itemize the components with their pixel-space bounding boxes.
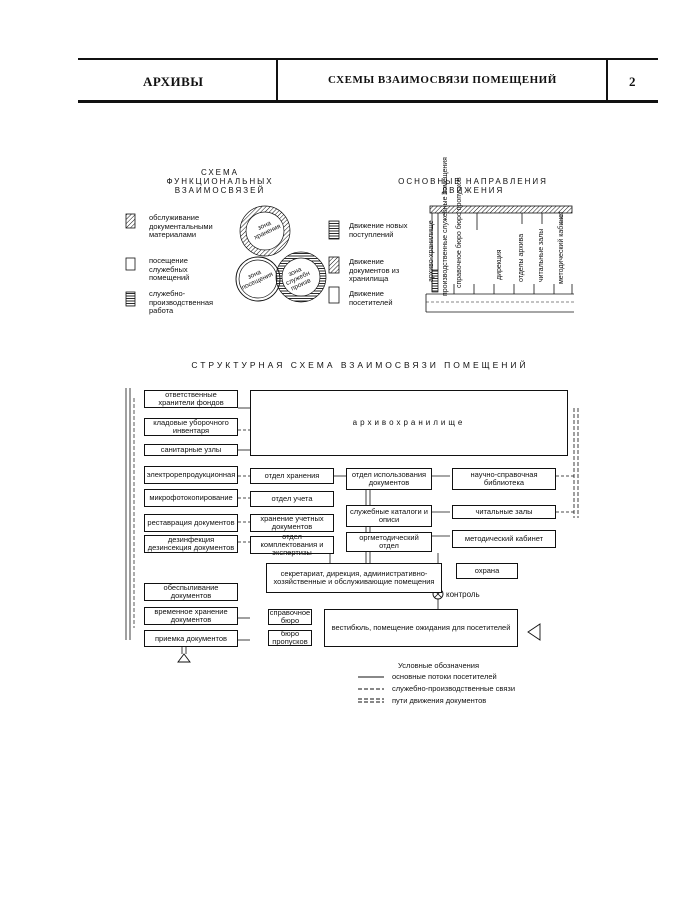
room-box: методический кабинет — [452, 530, 556, 548]
movement-title-line: ДВИЖЕНИЯ — [441, 186, 505, 195]
page-number: 2 — [629, 74, 636, 89]
page-title: СХЕМЫ ВЗАИМОСВЯЗИ ПОМЕЩЕНИЙ — [328, 74, 557, 86]
room-box: микрофотокопирование — [144, 489, 238, 507]
functional-title-line: СХЕМА — [201, 168, 239, 177]
movement-legend-item: Движение новых поступлений — [349, 221, 408, 239]
room-box: научно-справочная библиотека — [452, 468, 556, 490]
room-box: кладовые уборочного инвентаря — [144, 418, 238, 436]
movement-title-line: ОСНОВНЫЕ НАПРАВЛЕНИЯ — [398, 177, 548, 186]
room-box: читальные залы — [452, 505, 556, 519]
movement-legend-item: Движение документов из хранилища — [349, 257, 400, 283]
zone-visitor-label: зона посещения — [240, 268, 275, 292]
header-divider — [606, 60, 608, 100]
movement-column-label: отделы архива — [518, 233, 525, 282]
movement-scheme-title — [378, 177, 568, 195]
room-box: временное хранение документов — [144, 607, 238, 625]
zone-storage-label: зона хранения — [253, 219, 282, 242]
functional-legend-item: посещение служебных помещений — [149, 256, 190, 282]
vestibule-box: вестибюль, помещение ожидания для посетителей — [324, 609, 518, 647]
archive-storage-box: архивохранилище — [250, 390, 568, 456]
functional-legend-item: обслуживание документальными материалами — [149, 213, 213, 239]
functional-title-line: ФУНКЦИОНАЛЬНЫХ — [166, 177, 274, 186]
room-box: электрорепродукционная — [144, 466, 238, 484]
info-bureau-box: справочное бюро — [269, 608, 311, 625]
room-box: реставрация документов — [144, 514, 238, 532]
room-box: отдел комплектования и экспертизы — [250, 536, 334, 554]
room-box: отдел учета — [250, 491, 334, 507]
page-header — [78, 58, 658, 103]
functional-scheme-title — [150, 168, 290, 195]
room-box: ответственные хранители фондов — [144, 390, 238, 408]
guard-box: охрана — [456, 563, 518, 579]
legend-line-samples — [356, 672, 386, 708]
functional-legend-swatches — [124, 200, 140, 310]
movement-column-label: методический кабинет — [558, 211, 565, 284]
movement-column-label: архиво-хранилище — [428, 220, 435, 282]
structural-scheme-title: СТРУКТУРНАЯ СХЕМА ВЗАИМОСВЯЗИ ПОМЕЩЕНИЙ — [191, 360, 529, 370]
legend-item: основные потоки посетителей — [392, 672, 497, 681]
movement-column-label: дирекция — [496, 249, 503, 280]
secretariat-box: секретариат, дирекция, административно-хозяйственные и обслуживающие помещения — [266, 563, 442, 593]
legend-title: Условные обозначения — [398, 661, 480, 670]
legend-item: пути движения документов — [392, 696, 487, 705]
functional-legend-item: служебно-производственная работа — [149, 289, 214, 315]
room-box: оргметодический отдел — [346, 532, 432, 552]
functional-title-line: ВЗАИМОСВЯЗЕЙ — [174, 186, 266, 195]
movement-column-label: производственные служебные помещения — [442, 157, 449, 296]
room-box: хранение учетных документов — [250, 514, 334, 532]
room-box: обеспыливание документов — [144, 583, 238, 601]
room-box: дезинфекция дезинсекция документов — [144, 535, 238, 553]
pass-bureau-box: бюро пропусков — [268, 630, 312, 646]
zone-service-label: зона служебн произв — [284, 266, 312, 293]
movement-legend-swatches — [326, 205, 346, 317]
legend-item: служебно-производственные связи — [392, 684, 516, 693]
movement-legend-item: Движение посетителей — [349, 289, 393, 307]
room-box: служебные каталоги и описи — [346, 505, 432, 527]
room-box: отдел хранения — [250, 468, 334, 484]
room-box: санитарные узлы — [144, 444, 238, 456]
room-box: приемка документов — [144, 630, 238, 647]
movement-column-label: справочное бюро бюро пропусков — [456, 177, 463, 288]
room-box: отдел использования документов — [346, 468, 432, 490]
control-label: контроль — [446, 590, 480, 599]
movement-column-label: читальные залы — [538, 228, 545, 282]
header-divider — [276, 60, 278, 100]
section-title: АРХИВЫ — [143, 74, 204, 89]
